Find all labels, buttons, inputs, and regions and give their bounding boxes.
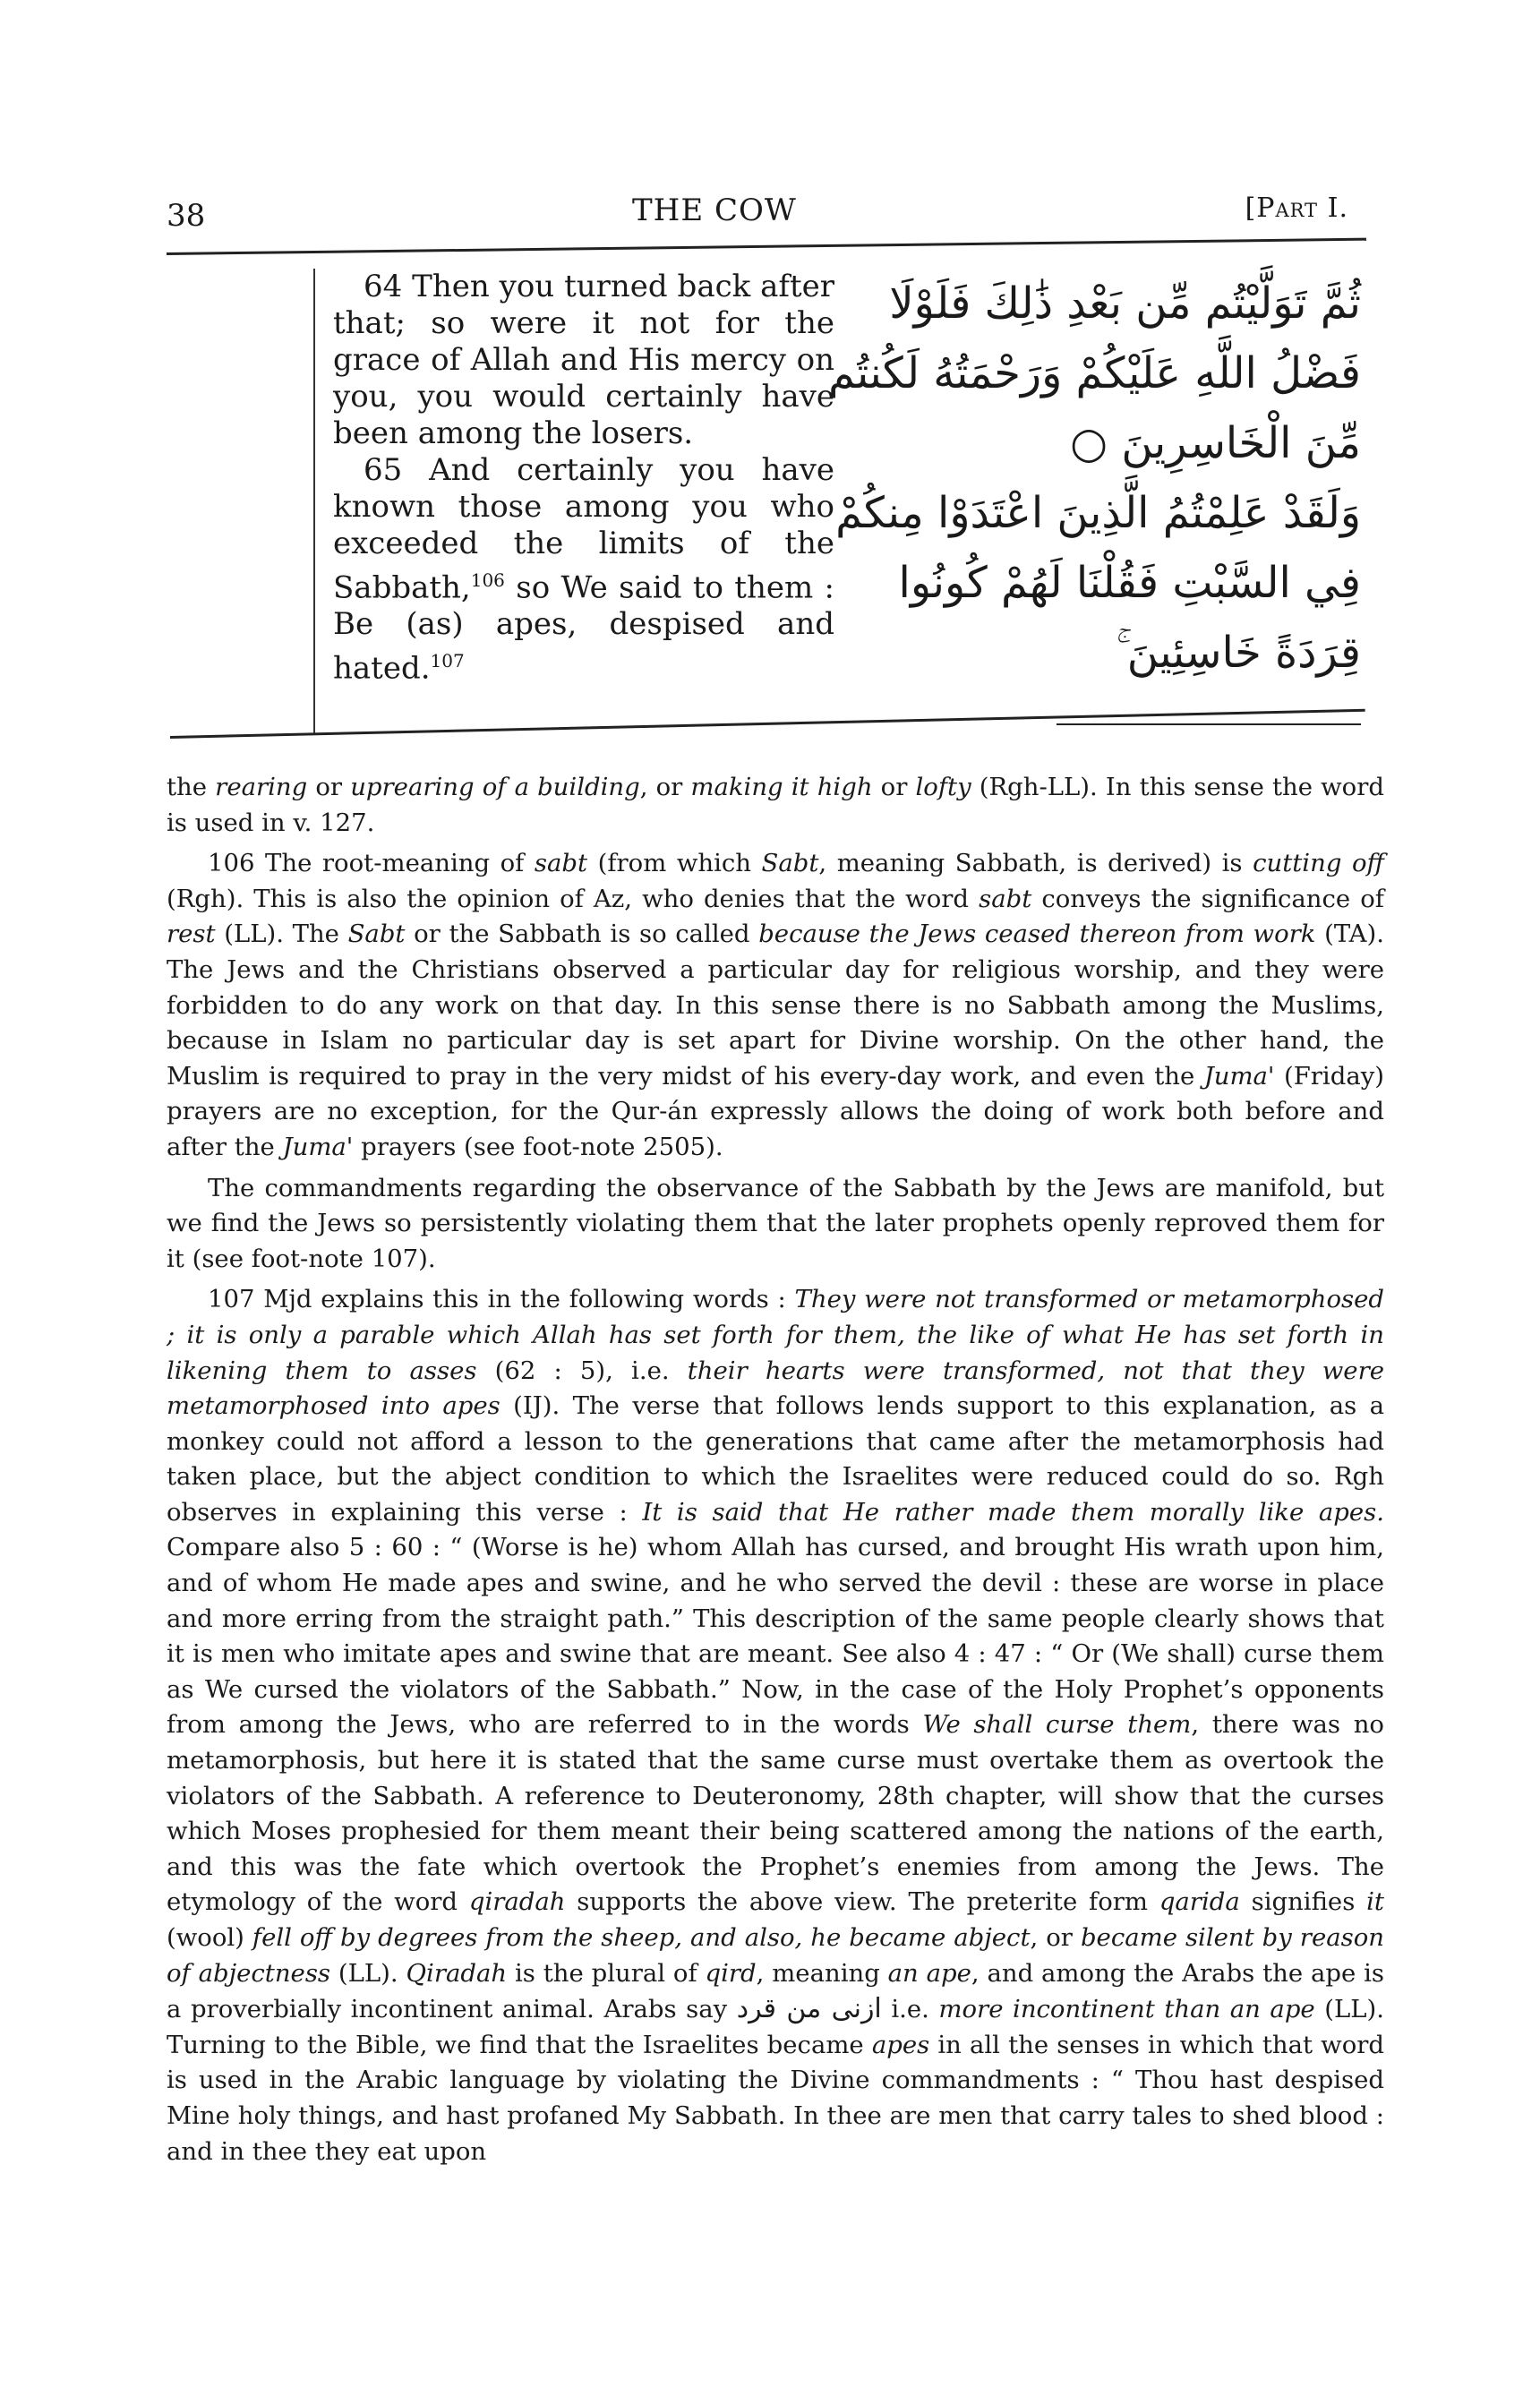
text-run: (LL). The — [215, 920, 348, 949]
italic-text: because the Jews ceased thereon from work — [758, 920, 1316, 949]
text-run: or — [307, 773, 351, 801]
text-run: is the plural of — [507, 1958, 706, 1988]
text-run: conveys the significance of — [1031, 884, 1384, 913]
verse-text: so We said to them : Be (as) apes, despised and hated. — [333, 569, 834, 687]
page-number: 38 — [167, 198, 206, 234]
running-header — [167, 192, 1357, 246]
text-run: prayers (see foot-note 2505). — [353, 1132, 723, 1161]
verse-text: And certainly you have known those among you who exceeded the limits of the Sabbath, — [333, 452, 834, 606]
text-run: Compare also 5 : 60 : “ (Worse is he) whom Allah has cursed, and brought His wrath upon him, and of whom He made apes and swine, and he who served the devil : these are worse in place and more erring from the straight path.” This description of the same people clearly shows that it is men who imitate apes and swine that are meant. See also 4 : 47 : “ Or (We shall) curse them as We cursed the violators of the Sabbath.” Now, in the case of the Holy Prophet’s opponents from among the Jews, who are referred to in the words — [167, 1533, 1384, 1740]
italic-text: Juma' — [1203, 1061, 1275, 1091]
text-run: (LL). — [330, 1958, 406, 1988]
text-run: signifies — [1239, 1887, 1367, 1917]
verse-number: 65 — [364, 452, 403, 488]
italic-text: rearing — [215, 773, 308, 801]
text-run: (IJ). The verse that follows lends support to this explanation, as a monkey could not afford a lesson to the generations that came after the metamorphosis had taken place, but the abject condition to which the Israelites were reduced could do so. Rgh observes in explaining this verse : — [167, 1391, 1384, 1527]
text-run: the — [167, 773, 216, 801]
footnote-106 — [167, 846, 1384, 1165]
italic-text: sabt — [979, 884, 1032, 913]
text-run: , or — [1030, 1923, 1081, 1952]
italic-text: Juma' — [282, 1132, 354, 1161]
text-run: or — [872, 773, 916, 801]
italic-text: it — [1366, 1887, 1384, 1917]
italic-text: qarida — [1159, 1887, 1240, 1917]
italic-text: more incontinent than an ape — [938, 1995, 1315, 2024]
arabic-phrase: ازنى من قرد — [736, 1993, 882, 2025]
text-run: 107 Mjd explains this in the following words : — [208, 1285, 795, 1314]
italic-text: making it high — [690, 773, 873, 801]
italic-text: fell off by degrees from the sheep, and also, he became abject — [252, 1923, 1031, 1952]
verse-64 — [333, 269, 834, 452]
verse-65 — [333, 452, 834, 688]
italic-text: their hearts were transformed, not that they were metamorphosed into apes — [167, 1356, 1384, 1421]
text-run: , meaning — [756, 1958, 888, 1988]
italic-text: uprearing of a building — [350, 773, 640, 801]
text-run: (Friday) prayers are no exception, for the Qur-án expressly allows the doing of work both before and after the — [167, 1061, 1384, 1161]
verse-number: 64 — [364, 269, 403, 304]
italic-text: became silent by reason of abjectness — [167, 1923, 1384, 1988]
text-run: (from which — [587, 849, 762, 878]
footnote-ref[interactable]: 106 — [470, 569, 505, 591]
italic-text: It is said that He rather made them morally like apes. — [642, 1497, 1384, 1527]
text-run: in all the senses in which that word is used in the Arabic language by violating the Divine commandments : “ Thou hast despised Mine holy things, and hast profaned My Sabbath. In thee are men that carry tales to shed blood : and in thee they eat upon — [167, 2030, 1385, 2166]
arabic-line: قِرَدَةً خَاسِئِينَ ۚ — [1116, 628, 1361, 678]
verse-block — [313, 269, 1361, 734]
text-run: (Rgh). This is also the opinion of Az, who denies that the word — [167, 884, 980, 913]
italic-text: They were not transformed or metamorphosed ; it is only a parable which Allah has set forth for them, the like of what He has set forth in likening them to asses — [167, 1285, 1384, 1385]
footnote-106-paragraph-2: The commandments regarding the observance of the Sabbath by the Jews are manifold, but we find the Jews so persistently violating them that the later prophets openly reproved them for it (see foot-note 107). — [167, 1173, 1384, 1273]
italic-text: qiradah — [468, 1887, 566, 1917]
italic-text: rest — [167, 920, 216, 949]
text-run: , and among the Arabs the ape is a proverbially incontinent animal. Arabs say — [167, 1958, 1385, 2024]
text-run: (Rgh-LL). In this sense the word is used in v. 127. — [167, 773, 1384, 837]
part-label: [Part I. — [1245, 192, 1348, 224]
running-title: THE COW — [632, 192, 797, 228]
footnote-107 — [167, 1282, 1384, 2169]
arabic-line: مِّنَ الْخَاسِرِينَ ○ — [1070, 418, 1361, 468]
arabic-rule — [1057, 723, 1361, 725]
arabic-line: فِي السَّبْتِ فَقُلْنَا لَهُمْ كُونُوا — [898, 558, 1361, 608]
text-run: (62 : 5), i.e. — [476, 1356, 688, 1385]
text-run: , there was no metamorphosis, but here it is stated that the same curse must overtake them as overtook the violators of the Sabbath. A reference to Deuteronomy, 28th chapter, will show that the curses which Moses prophesied for them meant their being scattered among the nations of the earth, and this was the fate which overtook the Prophet’s enemies from among the Jews. The etymology of the word — [167, 1710, 1384, 1917]
footnote-continuation — [167, 770, 1384, 841]
verse-text: Then you turned back after that; so were it not for the grace of Allah and His mercy on you, you would certainly have been among the losers. — [333, 269, 834, 451]
english-translation — [333, 269, 834, 688]
italic-text: Qiradah — [406, 1958, 508, 1988]
italic-text: qird — [705, 1958, 757, 1988]
arabic-line: وَلَقَدْ عَلِمْتُمُ الَّذِينَ اعْتَدَوْا مِنكُمْ — [835, 488, 1361, 538]
text-run: (LL). Turning to the Bible, we find that the Israelites became — [167, 1995, 1384, 2059]
text-run: supports the above view. The preterite form — [565, 1887, 1159, 1917]
arabic-text — [827, 269, 1361, 688]
italic-text: Sabt — [347, 920, 406, 949]
italic-text: lofty — [915, 773, 971, 801]
text-run: (TA). The Jews and the Christians observed a particular day for religious worship, and they were forbidden to do any work on that day. In this sense there is no Sabbath among the Muslims, because in Islam no particular day is set apart for Divine worship. On the other hand, the Muslim is required to pray in the very midst of his every-day work, and even the — [167, 920, 1385, 1091]
italic-text: Sabt — [761, 849, 819, 878]
text-run: or the Sabbath is so called — [405, 920, 759, 949]
margin-rule — [313, 269, 315, 734]
italic-text: an ape — [887, 1958, 971, 1988]
italic-text: apes — [871, 2030, 930, 2059]
text-run: (wool) — [167, 1923, 252, 1952]
text-run: i.e. — [881, 1995, 939, 2024]
footnote-ref[interactable]: 107 — [430, 650, 465, 672]
italic-text: cutting off — [1253, 849, 1384, 878]
footnotes — [167, 770, 1384, 2175]
italic-text: We shall curse them — [922, 1710, 1192, 1740]
arabic-line: فَضْلُ اللَّهِ عَلَيْكُمْ وَرَحْمَتُهُ لَكُنتُم — [827, 348, 1361, 398]
italic-text: sabt — [534, 849, 588, 878]
arabic-line: ثُمَّ تَوَلَّيْتُم مِّن بَعْدِ ذَٰلِكَ فَلَوْلَا — [889, 278, 1361, 329]
text-run: 106 The root-meaning of — [208, 849, 535, 878]
text-run: , meaning Sabbath, is derived) is — [818, 849, 1253, 878]
text-run: , or — [639, 773, 691, 801]
